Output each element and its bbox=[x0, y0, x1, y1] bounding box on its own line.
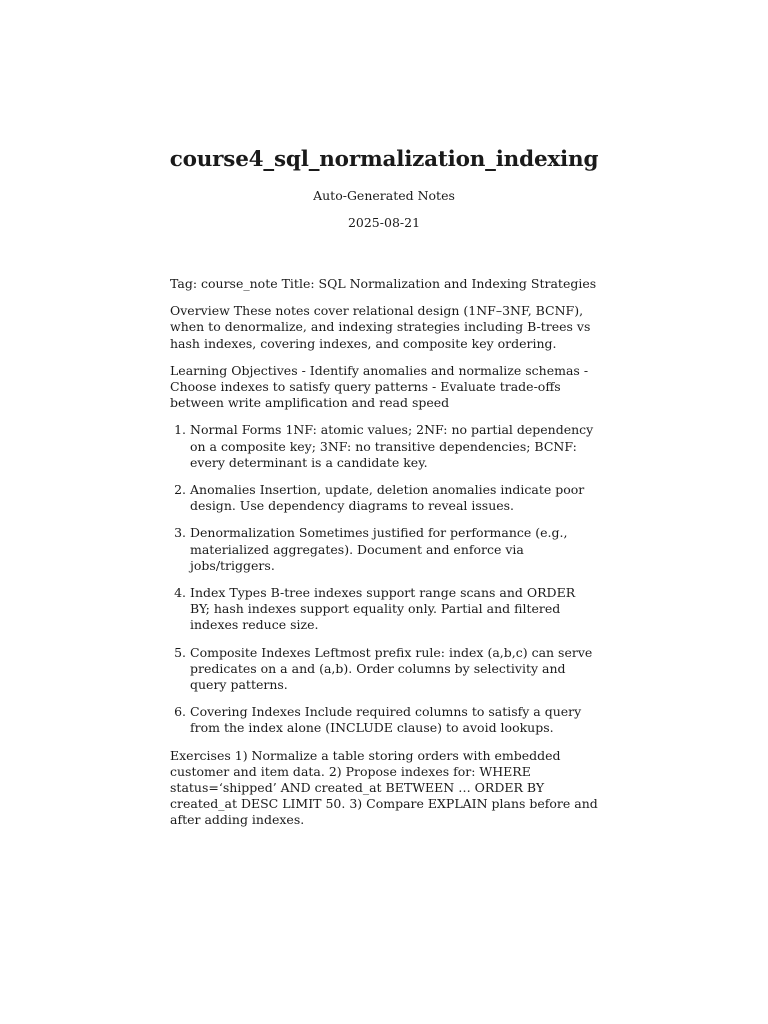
exercises-paragraph: Exercises 1) Normalize a table storing orders with embedded customer and item data. 2) Propose indexes for: WHERE status=‘shipped’ AND created_at BETWEEN … ORDER BY created_at DESC LIMIT 50. 3) Compare EXPLAIN plans before and after adding indexes. bbox=[170, 747, 598, 828]
document-date: 2025-08-21 bbox=[347, 215, 421, 230]
section-item-denormalization: 3. Denormalization Sometimes justified for performance (e.g., materialized aggregates). Document and enforce via jobs/triggers. bbox=[190, 525, 598, 574]
overview-paragraph: Overview These notes cover relational design (1NF–3NF, BCNF), when to denormalize, and indexing strategies including B-trees vs hash indexes, covering indexes, and composite key ordering. bbox=[170, 303, 591, 351]
tag-line: Tag: course_note Title: SQL Normalization and Indexing Strategies bbox=[170, 276, 597, 291]
sections-list bbox=[170, 422, 598, 736]
section-item-index-types: 4. Index Types B-tree indexes support range scans and ORDER BY; hash indexes support equality only. Partial and filtered indexes reduce size. bbox=[190, 585, 598, 634]
section-item-anomalies: 2. Anomalies Insertion, update, deletion anomalies indicate poor design. Use dependency diagrams to reveal issues. bbox=[190, 482, 598, 514]
document-title: course4_sql_normalization_indexing bbox=[169, 147, 599, 172]
section-item-composite-indexes: 5. Composite Indexes Leftmost prefix rule: index (a,b,c) can serve predicates on a and (a,b). Order columns by selectivity and query patterns. bbox=[190, 645, 598, 694]
document-subtitle: Auto-Generated Notes bbox=[313, 188, 455, 203]
section-item-covering-indexes: 6. Covering Indexes Include required columns to satisfy a query from the index alone (INCLUDE clause) to avoid lookups. bbox=[190, 704, 598, 736]
section-item-normal-forms: 1. Normal Forms 1NF: atomic values; 2NF: no partial dependency on a composite key; 3NF: no transitive dependencies; BCNF: every determinant is a candidate key. bbox=[190, 422, 598, 471]
document-body bbox=[170, 276, 598, 840]
objectives-paragraph: Learning Objectives - Identify anomalies and normalize schemas - Choose indexes to satisfy query patterns - Evaluate trade-offs between write amplification and read speed bbox=[170, 362, 589, 411]
